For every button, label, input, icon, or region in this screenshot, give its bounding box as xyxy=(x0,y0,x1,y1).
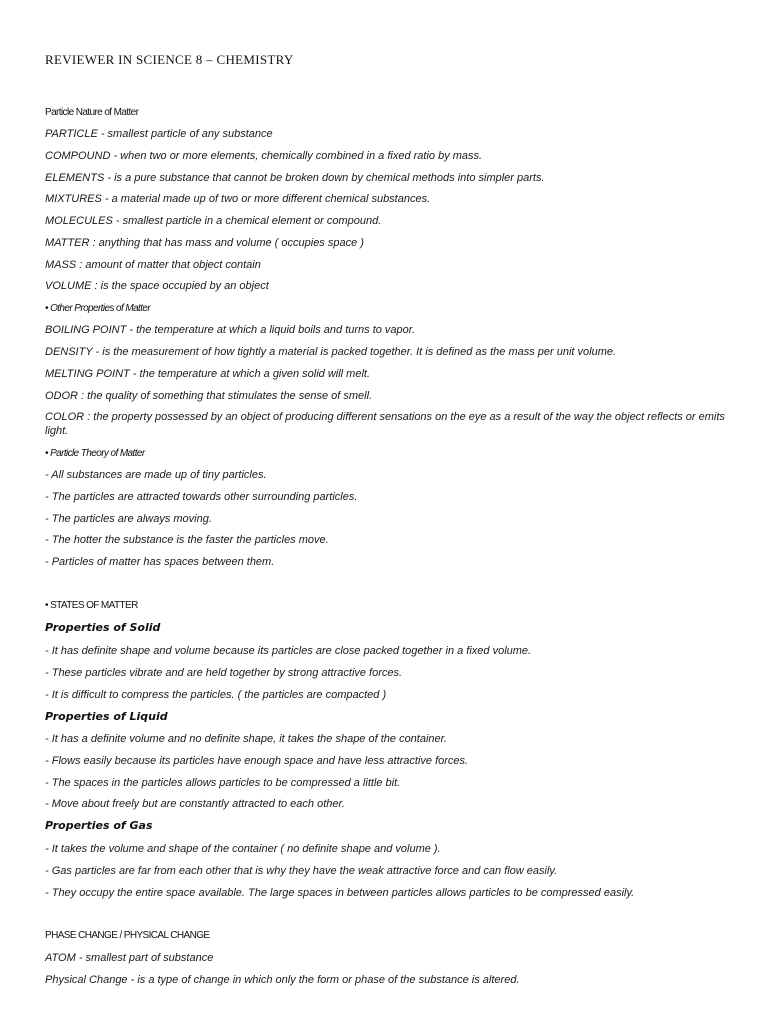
text-line: - It has definite shape and volume because its particles are close packed together in a fixed volume. xyxy=(45,645,532,657)
text-line: - They occupy the entire space available. The large spaces in between particles allows particles to be compressed easily. xyxy=(45,887,635,899)
text-line: - Gas particles are far from each other that is why they have the weak attractive force and can flow easily. xyxy=(45,865,558,877)
text-line: - The hotter the substance is the faster the particles move. xyxy=(45,534,329,546)
text-line: COMPOUND - when two or more elements, chemically combined in a fixed ratio by mass. xyxy=(45,150,483,162)
text-line: - All substances are made up of tiny particles. xyxy=(45,469,267,481)
text-line: - These particles vibrate and are held together by strong attractive forces. xyxy=(45,667,403,679)
document-title: REVIEWER IN SCIENCE 8 – CHEMISTRY xyxy=(45,52,294,67)
text-line: MATTER : anything that has mass and volume ( occupies space ) xyxy=(45,237,364,249)
text-line: - The particles are attracted towards other surrounding particles. xyxy=(45,491,358,503)
text-line: ATOM - smallest part of substance xyxy=(45,952,214,964)
text-line: MELTING POINT - the temperature at which a given solid will melt. xyxy=(45,368,371,380)
text-line: COLOR : the property possessed by an object of producing different sensations on the eye as a result of the way the object reflects or emits light. xyxy=(45,411,725,437)
text-line: - It takes the volume and shape of the container ( no definite shape and volume ). xyxy=(45,843,441,855)
text-line: PARTICLE - smallest particle of any substance xyxy=(45,128,273,140)
text-line: VOLUME : is the space occupied by an object xyxy=(45,280,269,292)
subheading: Properties of Gas xyxy=(45,819,153,832)
text-line: - The spaces in the particles allows particles to be compressed a little bit. xyxy=(45,777,401,789)
subsection-heading: • Particle Theory of Matter xyxy=(45,448,145,459)
text-line: BOILING POINT - the temperature at which a liquid boils and turns to vapor. xyxy=(45,324,416,336)
subsection-heading: • Other Properties of Matter xyxy=(45,303,151,314)
text-line: MASS : amount of matter that object contain xyxy=(45,259,261,271)
text-line: MOLECULES - smallest particle in a chemical element or compound. xyxy=(45,215,382,227)
text-line: - Move about freely but are constantly attracted to each other. xyxy=(45,798,345,810)
subheading: Properties of Liquid xyxy=(45,710,168,723)
section-heading: Particle Nature of Matter xyxy=(45,107,139,118)
text-line: Physical Change - is a type of change in which only the form or phase of the substance is altered. xyxy=(45,974,520,986)
text-line: ODOR : the quality of something that stimulates the sense of smell. xyxy=(45,390,373,402)
text-line: - It is difficult to compress the particles. ( the particles are compacted ) xyxy=(45,689,387,701)
text-line: - Flows easily because its particles have enough space and have less attractive forces. xyxy=(45,755,469,767)
section-heading: • STATES OF MATTER xyxy=(45,600,138,611)
text-line: - The particles are always moving. xyxy=(45,513,212,525)
text-line: MIXTURES - a material made up of two or more different chemical substances. xyxy=(45,193,431,205)
subheading: Properties of Solid xyxy=(45,621,161,634)
section-heading: PHASE CHANGE / PHYSICAL CHANGE xyxy=(45,930,210,941)
text-line: DENSITY - is the measurement of how tightly a material is packed together. It is defined as the mass per unit volume. xyxy=(45,346,617,358)
text-line: ELEMENTS - is a pure substance that cannot be broken down by chemical methods into simpler parts. xyxy=(45,172,545,184)
text-line: - Particles of matter has spaces between them. xyxy=(45,556,275,568)
text-line: - It has a definite volume and no definite shape, it takes the shape of the container. xyxy=(45,733,447,745)
